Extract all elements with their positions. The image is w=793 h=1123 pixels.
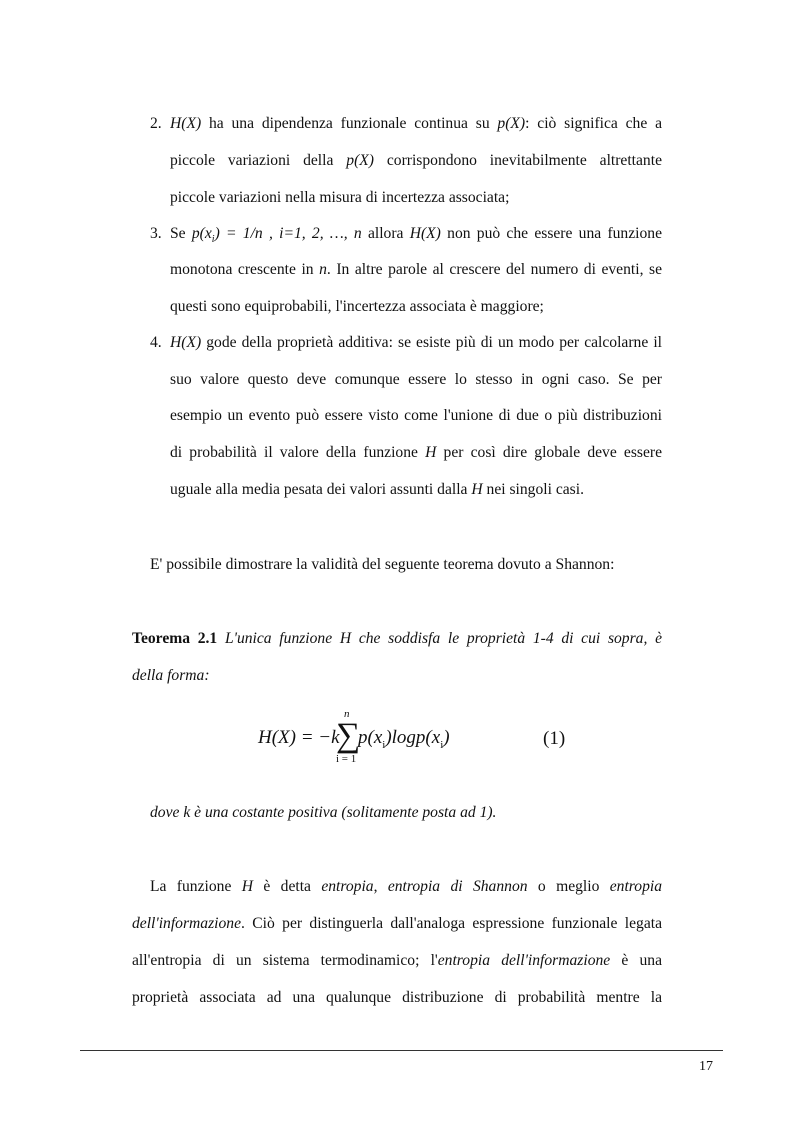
summation-symbol: ∑ — [336, 717, 361, 754]
entropy-formula — [250, 708, 580, 772]
equation-number: (1) — [543, 728, 566, 749]
item2-line3: piccole variazioni nella misura di incertezza associata; — [170, 189, 510, 206]
item4-line1: H(X) gode della proprietà additiva: se esiste più di un modo per calcolarne il — [170, 334, 662, 351]
item4-line3: esempio un evento può essere visto come l'unione di due o più distribuzioni — [170, 407, 662, 424]
item4-line4: di probabilità il valore della funzione H per così dire globale deve essere — [170, 444, 662, 461]
list-number-4: 4. — [150, 334, 162, 351]
paragraph-line3: all'entropia di un sistema termodinamico; l'entropia dell'informazione è una — [132, 952, 662, 969]
footer-rule — [80, 1050, 723, 1051]
list-number-3: 3. — [150, 225, 162, 242]
theorem-line1: Teorema 2.1 L'unica funzione H che soddisfa le proprietà 1-4 di cui sopra, è — [132, 630, 662, 647]
paragraph-line2: dell'informazione. Ciò per distinguerla dall'analoga espressione funzionale legata — [132, 915, 662, 932]
item3-line1: Se $p(x_i) = 1/n$ , i=1, 2, …, n allora H(X) non può che essere una funzione — [170, 225, 662, 244]
item2-line2: piccole variazioni della p(X) corrispondono inevitabilmente altrettante — [170, 152, 662, 169]
item3-line2: monotona crescente in n. In altre parole al crescere del numero di eventi, se — [170, 261, 662, 278]
formula-lower-limit: i = 1 — [336, 753, 357, 765]
page-number: 17 — [699, 1059, 713, 1074]
intro-sentence: E' possibile dimostrare la validità del seguente teorema dovuto a Shannon: — [150, 556, 615, 573]
theorem-line2: della forma: — [132, 667, 210, 684]
item2-line1: H(X) ha una dipendenza funzionale continua su p(X): ciò significa che a — [170, 115, 662, 132]
paragraph-line4: proprietà associata ad una qualunque distribuzione di probabilità mentre la — [132, 989, 662, 1006]
formula-upper-limit: n — [344, 708, 350, 720]
item4-line5: uguale alla media pesata dei valori assunti dalla H nei singoli casi. — [170, 481, 584, 498]
item4-line2: suo valore questo deve comunque essere lo stesso in ogni caso. Se per — [170, 371, 662, 388]
list-number-2: 2. — [150, 115, 162, 132]
theorem-label: Teorema 2.1 — [132, 630, 218, 647]
formula-rhs: $p(x_i)\log p(x_i)$ — [358, 727, 450, 751]
formula-note: dove k è una costante positiva (solitamente posta ad 1). — [150, 804, 497, 821]
paragraph-line1: La funzione H è detta entropia, entropia di Shannon o meglio entropia — [150, 878, 662, 895]
item3-line3: questi sono equiprobabili, l'incertezza associata è maggiore; — [170, 298, 544, 315]
formula-lhs: H(X) = −k — [258, 727, 340, 748]
